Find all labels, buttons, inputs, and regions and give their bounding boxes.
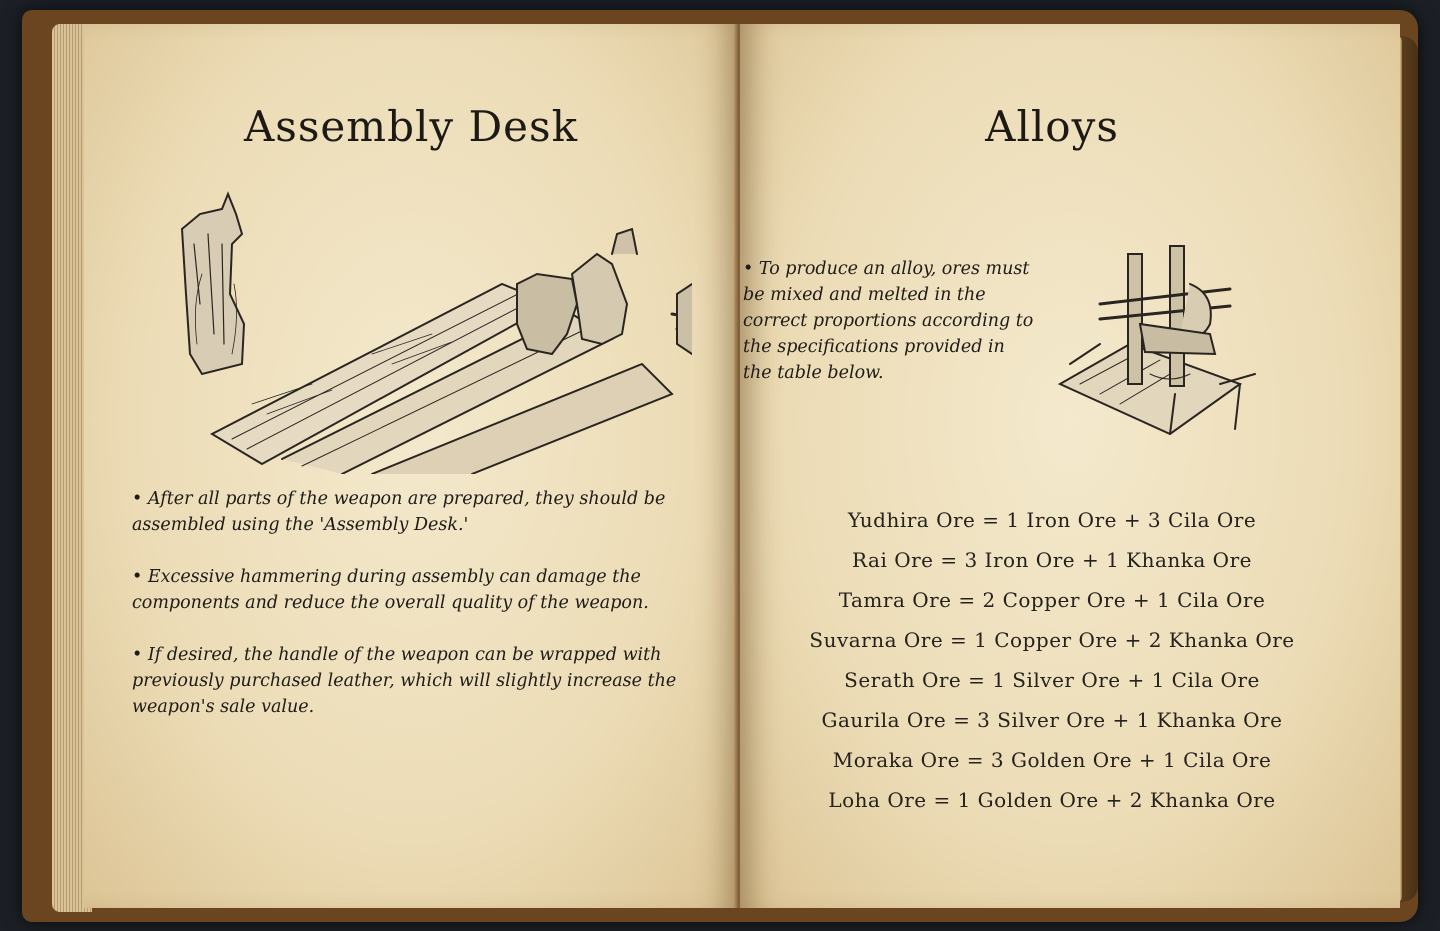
formula-row: Moraka Ore = 3 Golden Ore + 1 Cila Ore (832, 748, 1272, 772)
alloy-formula-table (780, 500, 1324, 820)
paragraph-leather: • If desired, the handle of the weapon can be wrapped with previously purchased leather, which will slightly increase the weapon's sale value. (132, 645, 677, 717)
formula-row: Suvarna Ore = 1 Copper Ore + 2 Khanka Ore (809, 628, 1295, 652)
formula-row: Rai Ore = 3 Iron Ore + 1 Khanka Ore (852, 548, 1252, 572)
formula-row: Yudhira Ore = 1 Iron Ore + 3 Cila Ore (847, 508, 1257, 532)
paragraph-assembly: • After all parts of the weapon are prepared, they should be assembled using the 'Assembly Desk.' (132, 489, 666, 535)
right-page[interactable] (740, 24, 1400, 908)
assembly-desk-illustration (172, 174, 692, 474)
left-page-title: Assembly Desk (243, 102, 579, 151)
right-page-title: Alloys (985, 102, 1119, 151)
formula-row: Loha Ore = 1 Golden Ore + 2 Khanka Ore (828, 788, 1276, 812)
formula-row: Gaurila Ore = 3 Silver Ore + 1 Khanka Ore (821, 708, 1283, 732)
left-page-text (132, 486, 702, 746)
alloy-intro-text: • To produce an alloy, ores must be mixed and melted in the correct proportions according to the specifications provided in the table below. (743, 259, 1034, 383)
alloy-stand-illustration (1040, 234, 1280, 454)
paragraph-hammering: • Excessive hammering during assembly can damage the components and reduce the overall quality of the weapon. (132, 567, 649, 613)
formula-row: Serath Ore = 1 Silver Ore + 1 Cila Ore (844, 668, 1260, 692)
formula-row: Tamra Ore = 2 Copper Ore + 1 Cila Ore (838, 588, 1266, 612)
recipe-book (22, 10, 1418, 922)
left-page[interactable] (84, 24, 738, 908)
